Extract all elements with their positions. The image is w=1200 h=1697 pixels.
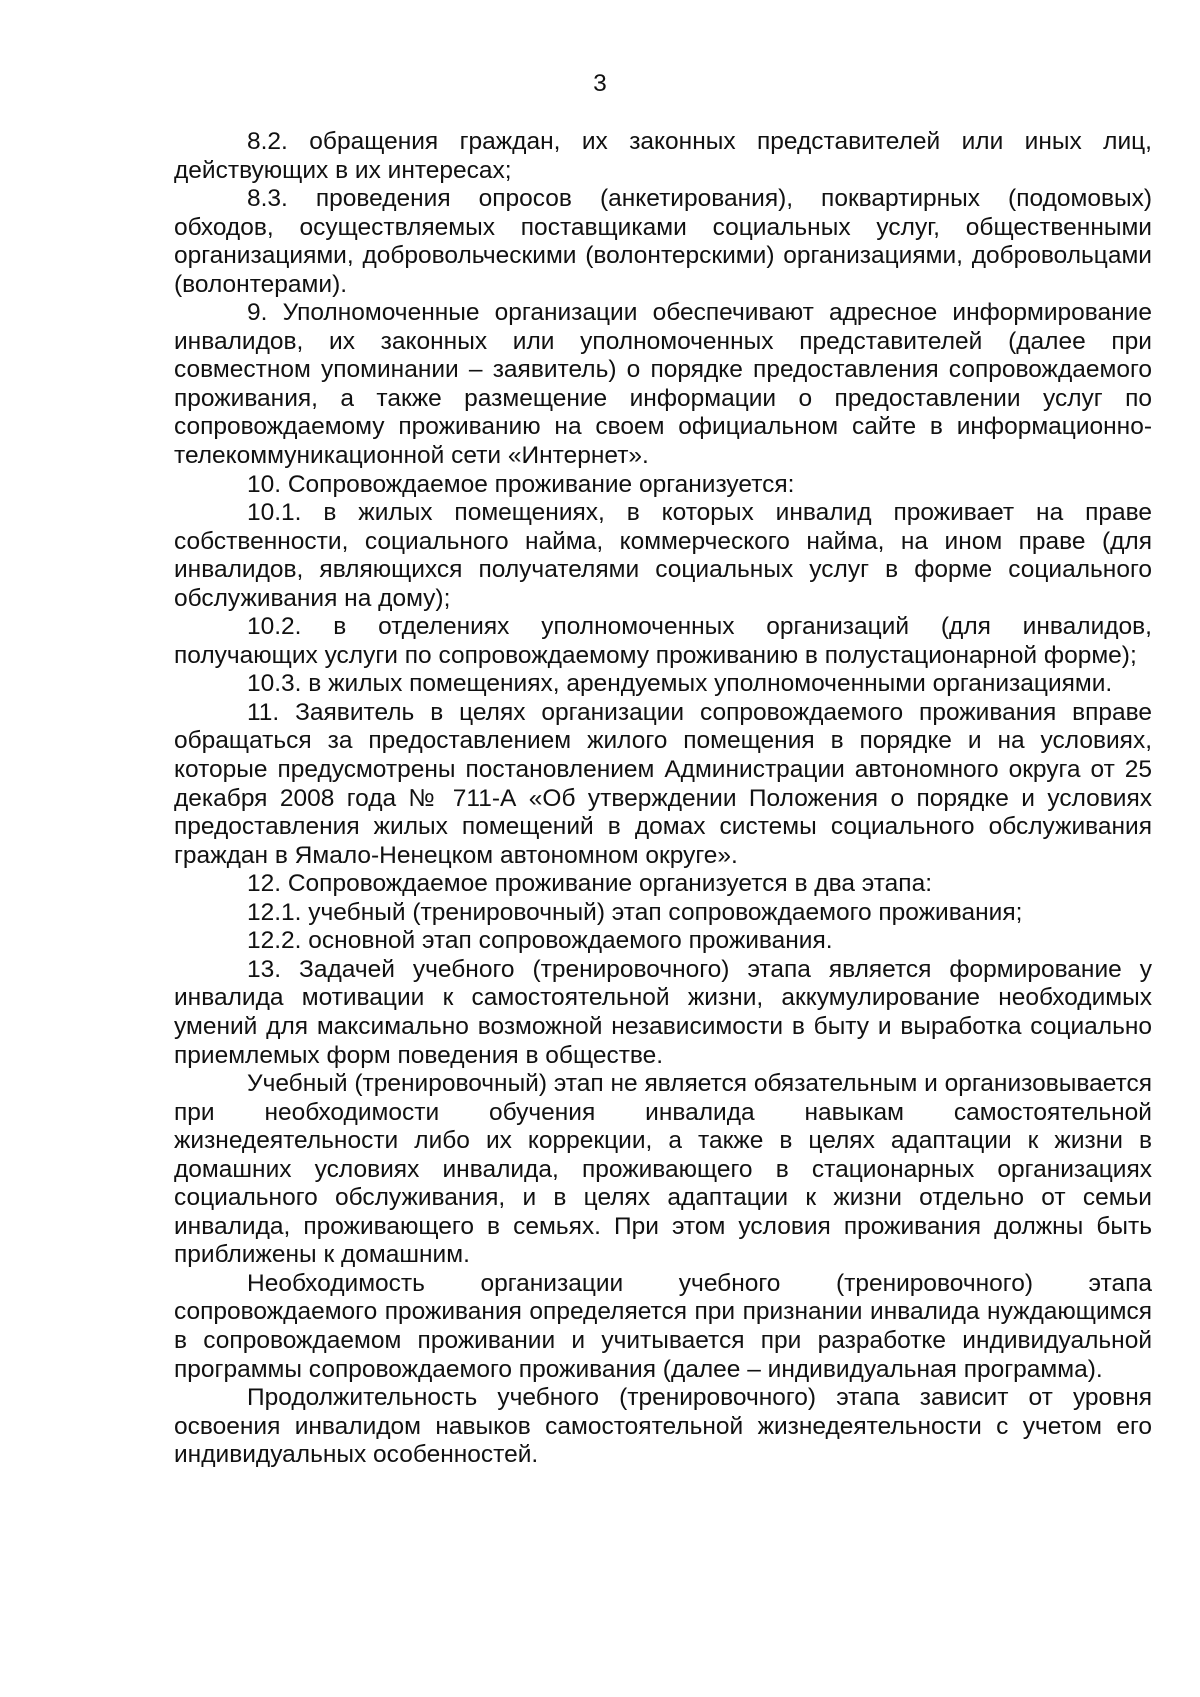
paragraph-13-duration: Продолжительность учебного (тренировочного) этапа зависит от уровня освоения инвалидом навыков самостоятельной жизнедеятельности с учетом его индивидуальных особенностей. — [174, 1384, 1152, 1469]
paragraph-12-2: 12.2. основной этап сопровождаемого проживания. — [247, 927, 833, 955]
paragraph-13-training-stage: Учебный (тренировочный) этап не является обязательным и организовывается при необходимости обучения инвалида навыкам самостоятельной жизнедеятельности либо их коррекции, а также в целях адаптации к жизни в домашних условиях инвалида, проживающего в стационарных организациях социального обслуживания, и в целях адаптации к жизни отдельно от семьи инвалида, проживающего в семьях. При этом условия проживания должны быть приближены к домашним. — [174, 1070, 1152, 1269]
paragraph-13: 13. Задачей учебного (тренировочного) этапа является формирование у инвалида мотивации к самостоятельной жизни, аккумулирование необходимых умений для максимально возможной независимости в быту и выработка социально приемлемых форм поведения в обществе. — [174, 955, 1152, 1069]
paragraph-13-necessity: Необходимость организации учебного (тренировочного) этапа сопровождаемого проживания определяется при признании инвалида нуждающимся в сопровождаемом проживании и учитывается при разработке индивидуальной программы сопровождаемого проживания (далее – индивидуальная программа). — [174, 1269, 1152, 1383]
paragraph-8-2: 8.2. обращения граждан, их законных представителей или иных лиц, действующих в их интересах; — [174, 128, 1152, 184]
document-body — [174, 128, 1152, 1470]
paragraph-10-3: 10.3. в жилых помещениях, арендуемых уполномоченными организациями. — [247, 670, 1113, 698]
paragraph-12-1: 12.1. учебный (тренировочный) этап сопровождаемого проживания; — [247, 898, 1023, 926]
paragraph-10-2: 10.2. в отделениях уполномоченных организаций (для инвалидов, получающих услуги по сопровождаемому проживанию в полустационарной форме); — [174, 613, 1152, 669]
paragraph-9: 9. Уполномоченные организации обеспечивают адресное информирование инвалидов, их законных или уполномоченных представителей (далее при совместном упоминании – заявитель) о порядке предоставления сопровождаемого проживания, а также размещение информации о предоставлении услуг по сопровождаемому проживанию на своем официальном сайте в информационно-телекоммуникационной сети «Интернет». — [174, 299, 1152, 470]
paragraph-8-3: 8.3. проведения опросов (анкетирования), поквартирных (подомовых) обходов, осуществляемых поставщиками социальных услуг, общественными организациями, добровольческими (волонтерскими) организациями, добровольцами (волонтерами). — [174, 185, 1152, 298]
paragraph-11: 11. Заявитель в целях организации сопровождаемого проживания вправе обращаться за предоставлением жилого помещения в порядке и на условиях, которые предусмотрены постановлением Администрации автономного округа от 25 декабря 2008 года № 711-А «Об утверждении Положения о порядке и условиях предоставления жилых помещений в домах системы социального обслуживания граждан в Ямало-Ненецком автономном округе». — [174, 698, 1152, 869]
paragraph-10-1: 10.1. в жилых помещениях, в которых инвалид проживает на праве собственности, социального найма, коммерческого найма, на ином праве (для инвалидов, являющихся получателями социальных услуг в форме социального обслуживания на дому); — [174, 499, 1152, 612]
paragraph-12: 12. Сопровождаемое проживание организуется в два этапа: — [247, 870, 932, 898]
paragraph-10: 10. Сопровождаемое проживание организуется: — [247, 470, 795, 498]
page-number: 3 — [593, 70, 607, 97]
